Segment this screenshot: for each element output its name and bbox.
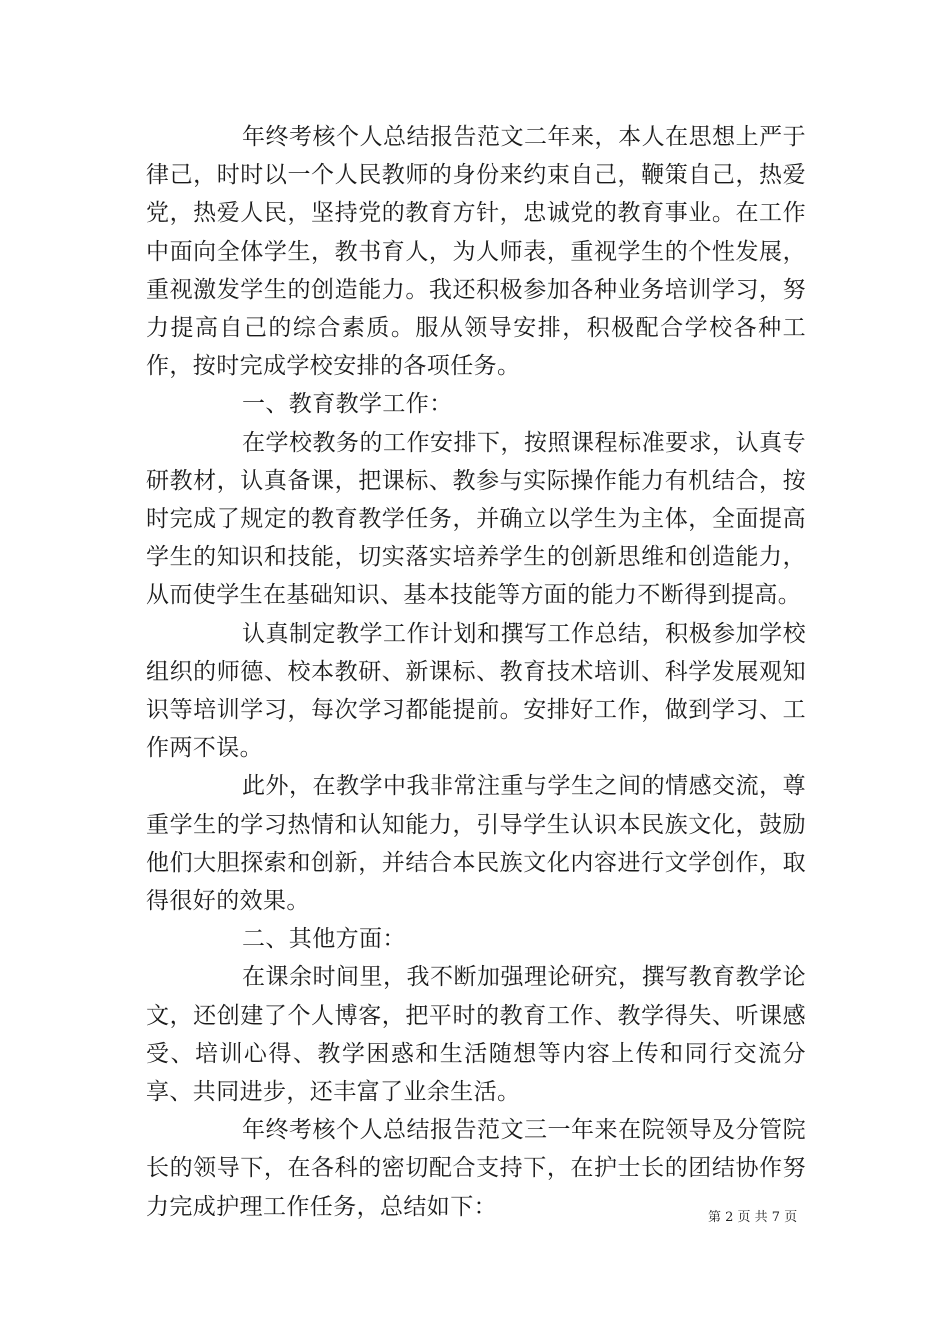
page-number-footer: 第 2 页 共 7 页 <box>708 1210 798 1225</box>
heading-teaching-work: 一、教育教学工作： <box>242 391 453 418</box>
paragraph-sample-three: 年终考核个人总结报告范文三一年来在院领导及分管院长的领导下，在各科的密切配合支持下，在护士长的团结协作努力完成护理工作任务，总结如下： <box>146 1117 806 1220</box>
paragraph-emotional-exchange: 此外，在教学中我非常注重与学生之间的情感交流，尊重学生的学习热情和认知能力，引导学生认识本民族文化，鼓励他们大胆探索和创新，并结合本民族文化内容进行文学创作，取得很好的效果。 <box>146 773 806 915</box>
paragraph-intro: 年终考核个人总结报告范文二年来，本人在思想上严于律己，时时以一个人民教师的身份来约束自己，鞭策自己，热爱党，热爱人民，坚持党的教育方针，忠诚党的教育事业。在工作中面向全体学生，教书育人，为人师表，重视学生的个性发展，重视激发学生的创造能力。我还积极参加各种业务培训学习，努力提高自己的综合素质。服从领导安排，积极配合学校各种工作，按时完成学校安排的各项任务。 <box>146 124 806 380</box>
heading-other-aspects: 二、其他方面： <box>242 926 406 953</box>
document-body <box>146 118 806 1226</box>
paragraph-training: 认真制定教学工作计划和撰写工作总结，积极参加学校组织的师德、校本教研、新课标、教育技术培训、科学发展观知识等培训学习，每次学习都能提前。安排好工作，做到学习、工作两不误。 <box>146 620 806 762</box>
paragraph-teaching-tasks: 在学校教务的工作安排下，按照课程标准要求，认真专研教材，认真备课，把课标、教参与实际操作能力有机结合，按时完成了规定的教育教学任务，并确立以学生为主体，全面提高学生的知识和技能，切实落实培养学生的创新思维和创造能力，从而使学生在基础知识、基本技能等方面的能力不断得到提高。 <box>146 429 806 609</box>
paragraph-spare-time: 在课余时间里，我不断加强理论研究，撰写教育教学论文，还创建了个人博客，把平时的教育工作、教学得失、听课感受、培训心得、教学困惑和生活随想等内容上传和同行交流分享、共同进步，还丰富了业余生活。 <box>146 964 806 1106</box>
